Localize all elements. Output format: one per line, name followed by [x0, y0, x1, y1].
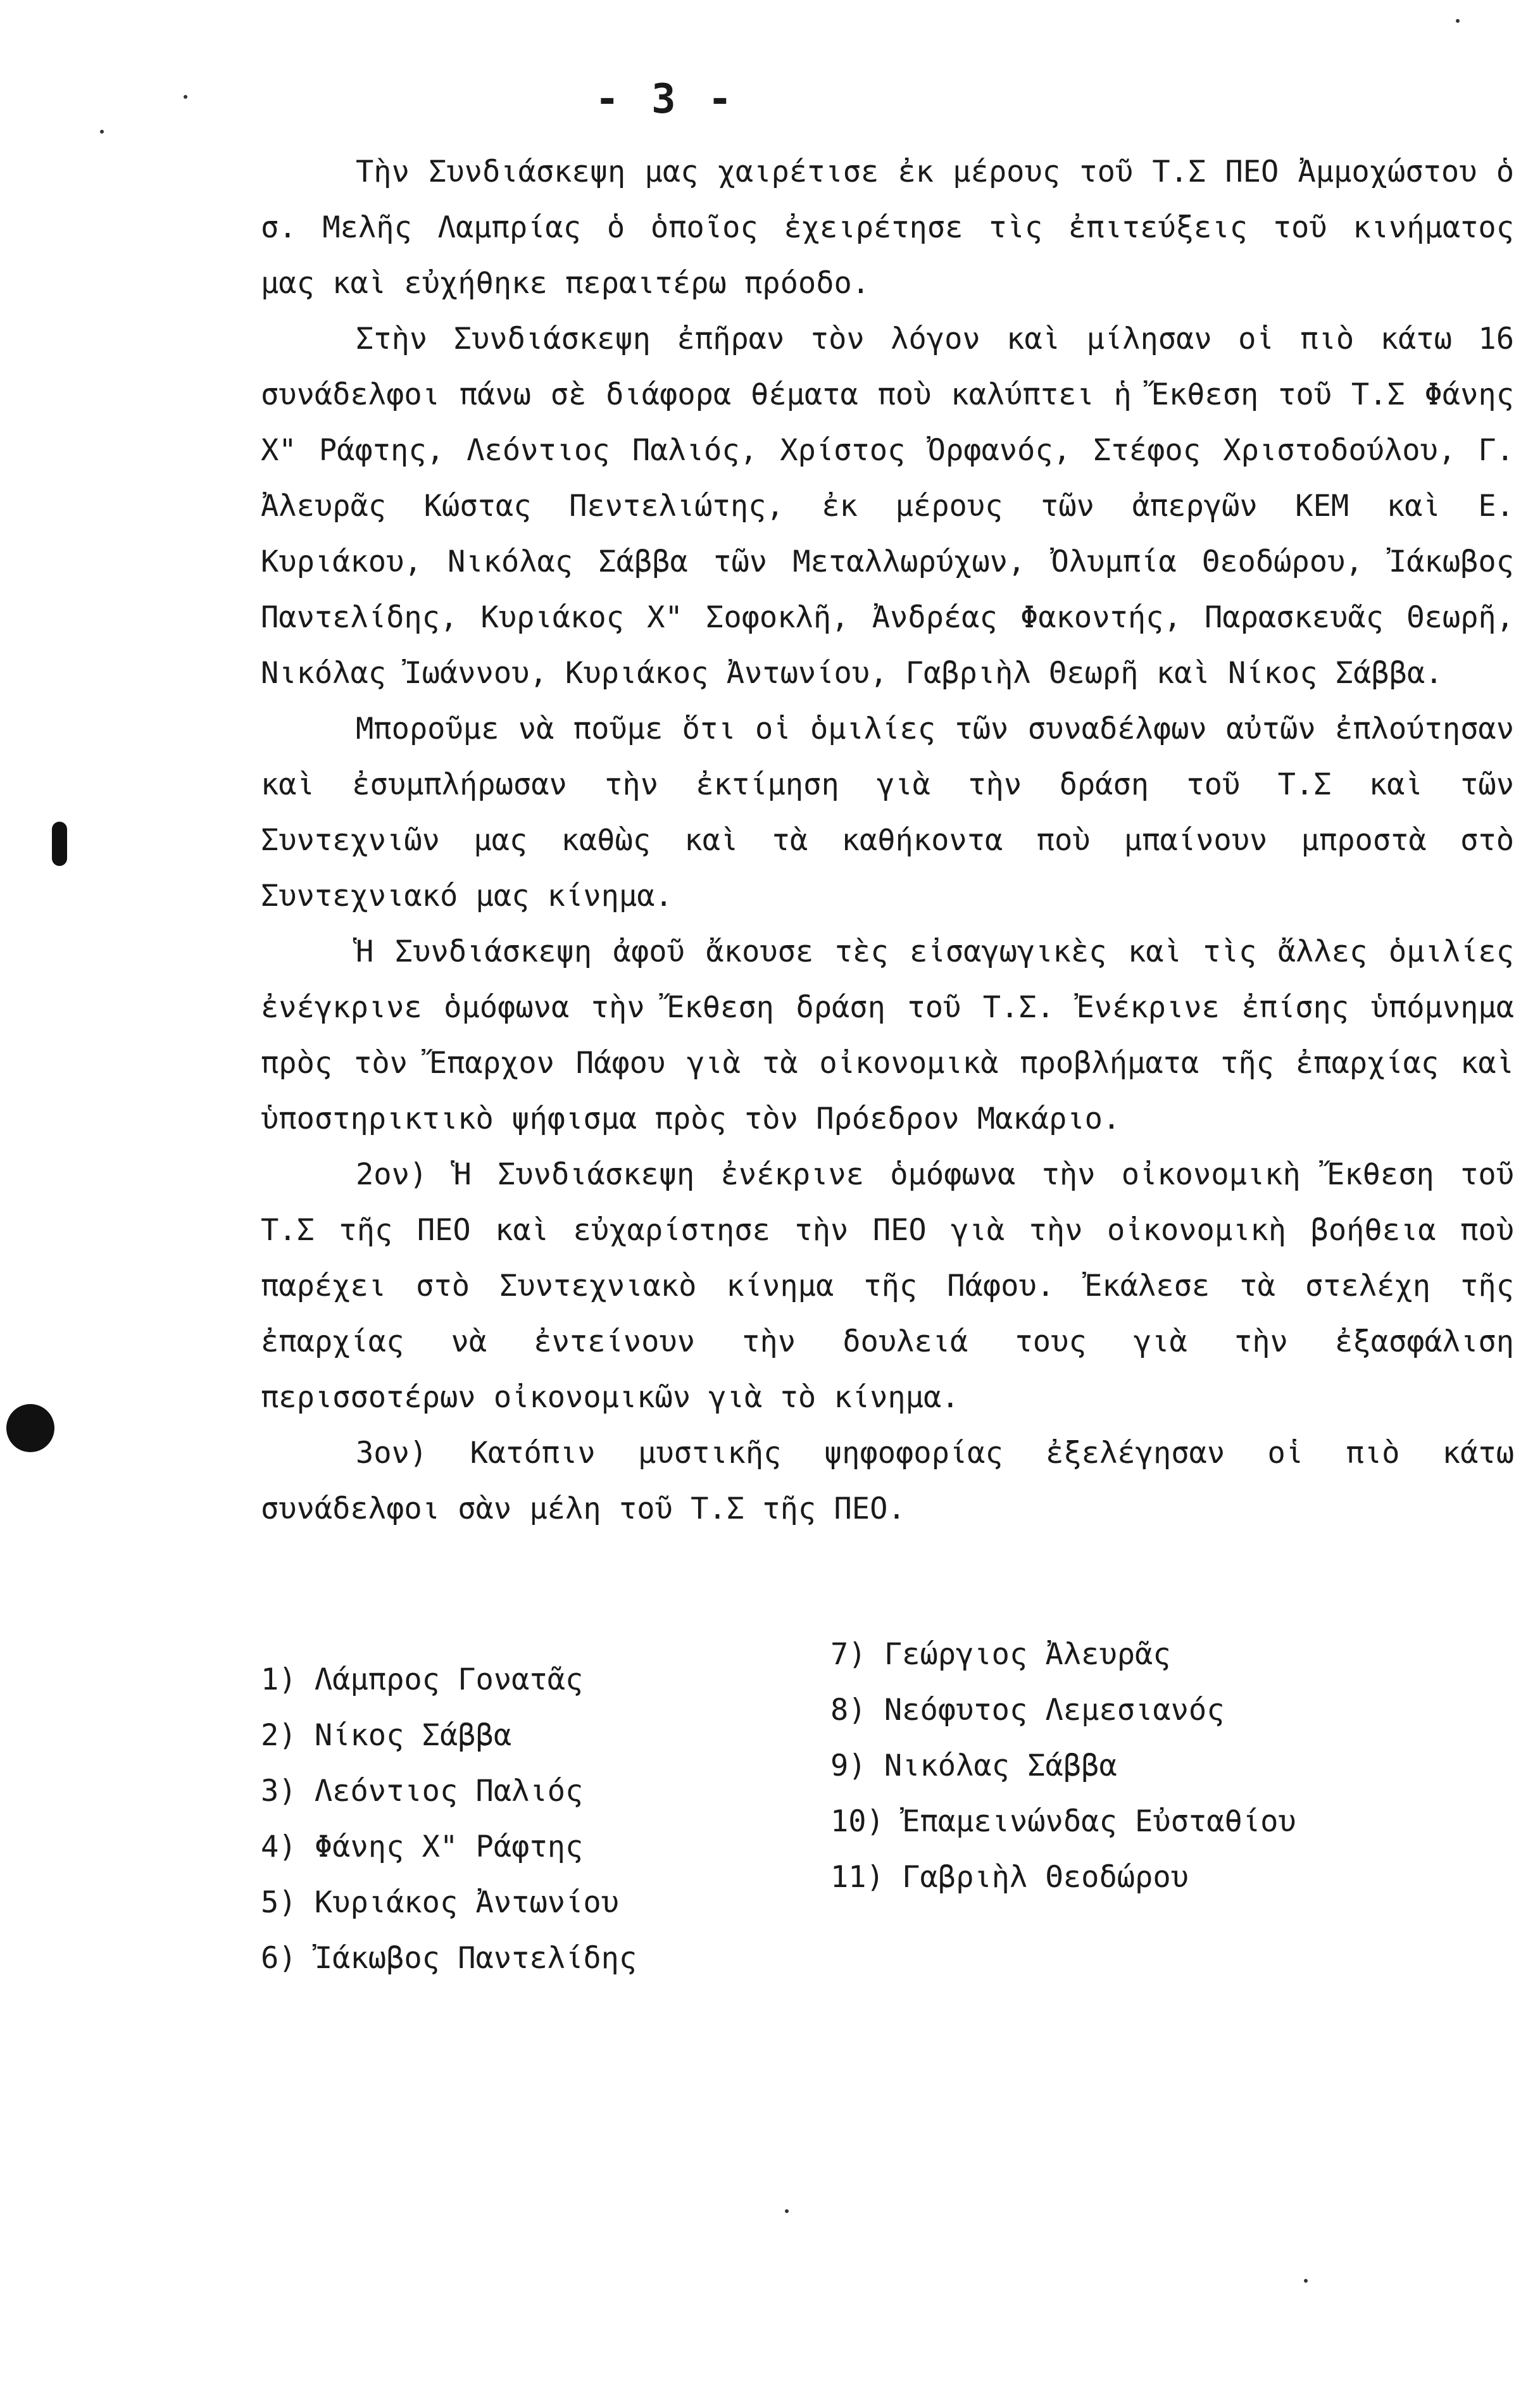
page-number: - 3 -: [595, 76, 736, 123]
members-list-left: [261, 1652, 637, 1986]
punch-hole-mark: [6, 1404, 54, 1452]
list-item: 6) Ἰάκωβος Παντελίδης: [261, 1941, 637, 1976]
scan-speck: [785, 2209, 789, 2213]
paragraph-speeches: Μποροῦμε νὰ ποῦμε ὅτι οἱ ὁμιλίες τῶν συναδέλφων αὐτῶν ἐπλούτησαν καὶ ἐσυμπλήρωσαν τὴν ἐκτίμηση γιὰ τὴν δράση τοῦ Τ.Σ καὶ τῶν Συντεχνιῶν μας καθὼς καὶ τὰ καθήκοντα ποὺ μπαίνουν μπροστὰ στὸ Συντεχνιακό μας κίνημα.: [261, 712, 1514, 913]
list-item: 9) Νικόλας Σάββα: [830, 1748, 1117, 1783]
list-item: 3) Λεόντιος Παλιός: [261, 1774, 584, 1809]
members-list-right: [830, 1627, 1296, 1905]
scan-speck: [1456, 19, 1460, 23]
list-item: 2) Νίκος Σάββα: [261, 1718, 512, 1753]
list-item: 1) Λάμπρος Γονατᾶς: [261, 1662, 584, 1697]
list-item: 10) Ἐπαμεινώνδας Εὐσταθίου: [830, 1804, 1296, 1839]
paragraph-greeting: Τὴν Συνδιάσκεψη μας χαιρέτισε ἐκ μέρους τοῦ Τ.Σ ΠΕΟ Ἀμμοχώστου ὁ σ. Μελῆς Λαμπρίας ὁ ὁποῖος ἐχειρέτησε τὶς ἐπιτεύξεις τοῦ κινήματος μας καὶ εὐχήθηκε περαιτέρω πρόοδο.: [261, 154, 1514, 301]
scan-speck: [184, 95, 187, 99]
list-item: 11) Γαβριὴλ Θεοδώρου: [830, 1860, 1189, 1895]
scan-speck: [100, 130, 104, 134]
list-item: 4) Φάνης Χ" Ράφτης: [261, 1829, 584, 1864]
paragraph-approval: Ἡ Συνδιάσκεψη ἀφοῦ ἄκουσε τὲς εἰσαγωγικὲς καὶ τὶς ἄλλες ὁμιλίες ἐνέγκρινε ὁμόφωνα τὴν Ἔκθεση δράση τοῦ Τ.Σ. Ἐνέκρινε ἐπίσης ὑπόμνημα πρὸς τὸν Ἔπαρχον Πάφου γιὰ τὰ οἰκονομικὰ προβλήματα τῆς ἐπαρχίας καὶ ὑποστηρικτικὸ ψήφισμα πρὸς τὸν Πρόεδρον Μακάριο.: [261, 934, 1514, 1136]
paragraph-speakers: Στὴν Συνδιάσκεψη ἐπῆραν τὸν λόγον καὶ μίλησαν οἱ πιὸ κάτω 16 συνάδελφοι πάνω σὲ διάφορα θέματα ποὺ καλύπτει ἡ Ἔκθεση τοῦ Τ.Σ Φάνης Χ" Ράφτης, Λεόντιος Παλιός, Χρίστος Ὀρφανός, Στέφος Χριστοδούλου, Γ. Ἀλευρᾶς Κώστας Πεντελιώτης, ἐκ μέρους τῶν ἀπεργῶν ΚΕΜ καὶ Ε. Κυριάκου, Νικόλας Σάββα τῶν Μεταλλωρύχων, Ὀλυμπία Θεοδώρου, Ἰάκωβος Παντελίδης, Κυριάκος Χ" Σοφοκλῆ, Ἀνδρέας Φακοντής, Παρασκευᾶς Θεωρῆ, Νικόλας Ἰωάννου, Κυριάκος Ἀντωνίου, Γαβριὴλ Θεωρῆ καὶ Νίκος Σάββα.: [261, 322, 1514, 691]
elected-members: [261, 1637, 1514, 2108]
list-item: 5) Κυριάκος Ἀντωνίου: [261, 1885, 619, 1920]
paragraph-election: 3ον) Κατόπιν μυστικῆς ψηφοφορίας ἐξελέγησαν οἱ πιὸ κάτω συνάδελφοι σὰν μέλη τοῦ Τ.Σ τῆς ΠΕΟ.: [261, 1436, 1514, 1526]
list-item: 7) Γεώργιος Ἀλευρᾶς: [830, 1637, 1171, 1672]
paragraph-financial: 2ον) Ἡ Συνδιάσκεψη ἐνέκρινε ὁμόφωνα τὴν οἰκονομικὴ Ἔκθεση τοῦ Τ.Σ τῆς ΠΕΟ καὶ εὐχαρίστησε τὴν ΠΕΟ γιὰ τὴν οἰκονομικὴ βοήθεια ποὺ παρέχει στὸ Συντεχνιακὸ κίνημα τῆς Πάφου. Ἐκάλεσε τὰ στελέχη τῆς ἐπαρχίας νὰ ἐντείνουν τὴν δουλειά τους γιὰ τὴν ἐξασφάλιση περισσοτέρων οἰκονομικῶν γιὰ τὸ κίνημα.: [261, 1157, 1514, 1415]
scan-speck: [1304, 2279, 1308, 2283]
body-text: [261, 144, 1514, 1537]
ink-mark: [52, 822, 67, 866]
list-item: 8) Νεόφυτος Λεμεσιανός: [830, 1693, 1225, 1728]
